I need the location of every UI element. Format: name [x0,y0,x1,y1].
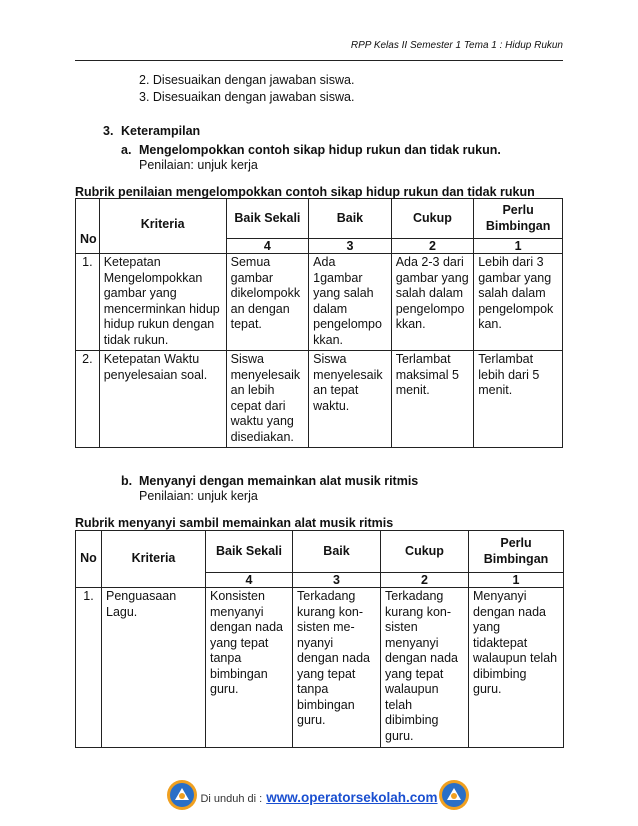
header-perlu-bimbingan: Perlu Bimbingan [474,199,563,239]
row-cell-cukup: Ada 2-3 dari gambar yang salah dalam pengelompo kkan. [391,254,474,351]
row-cell-baik: Terkadang kurang kon- sisten me- nyanyi dengan nada yang tepat tanpa bimbingan guru. [293,588,381,748]
rubric-table-b [75,530,564,748]
score-3: 3 [309,239,392,254]
row-criteria: Penguasaan Lagu. [102,588,206,748]
note-line-3: 3. Disesuaikan dengan jawaban siswa. [139,90,355,104]
part-b-label: b. [121,474,133,488]
row-cell-perlu-bimbingan: Terlambat lebih dari 5 menit. [474,351,563,448]
note-line-2: 2. Disesuaikan dengan jawaban siswa. [139,73,355,87]
row-cell-baik: Siswa menyelesaik an tepat waktu. [309,351,392,448]
score-1: 1 [474,239,563,254]
footer-link[interactable]: www.operatorsekolah.com [266,790,438,805]
header-perlu-bimbingan: Perlu Bimbingan [469,531,564,573]
row-cell-baik-sekali: Semua gambar dikelompokk an dengan tepat. [226,254,309,351]
header-baik: Baik [309,199,392,239]
footer-label: Di unduh di : [200,793,263,805]
section-title: Keterampilan [121,124,201,138]
page-header: RPP Kelas II Semester 1 Tema 1 : Hidup Rukun [350,40,563,51]
footer [0,790,638,805]
row-cell-perlu-bimbingan: Lebih dari 3 gambar yang salah dalam pengelompok kan. [474,254,563,351]
part-a-title: Mengelompokkan contoh sikap hidup rukun dan tidak rukun. [139,143,501,157]
row-cell-baik-sekali: Siswa menyelesaik an lebih cepat dari waktu yang disediakan. [226,351,309,448]
rubric-a-title: Rubrik penilaian mengelompokkan contoh sikap hidup rukun dan tidak rukun [75,185,535,199]
score-3: 3 [293,573,381,588]
row-number: 1. [76,588,102,748]
part-b-assessment: Penilaian: unjuk kerja [139,489,258,503]
score-4: 4 [226,239,309,254]
row-cell-cukup: Terkadang kurang kon- sisten menyanyi dengan nada yang tepat walaupun telah dibimbing guru. [381,588,469,748]
row-criteria: Ketepatan Waktu penyelesaian soal. [99,351,226,448]
header-cukup: Cukup [381,531,469,573]
row-number: 2. [76,351,100,448]
row-cell-baik-sekali: Konsisten menyanyi dengan nada yang tepat tanpa bimbingan guru. [206,588,293,748]
header-cukup: Cukup [391,199,474,239]
score-1: 1 [469,573,564,588]
row-number: 1. [76,254,100,351]
header-baik: Baik [293,531,381,573]
header-criteria: Kriteria [99,199,226,254]
part-a-label: a. [121,143,132,157]
row-criteria: Ketepatan Mengelompokkan gambar yang mencerminkan hidup hidup rukun dengan tidak rukun. [99,254,226,351]
rubric-b-title: Rubrik menyanyi sambil memainkan alat musik ritmis [75,516,394,530]
row-cell-perlu-bimbingan: Menyanyi dengan nada yang tidaktepat walaupun telah dibimbing guru. [469,588,564,748]
row-cell-cukup: Terlambat maksimal 5 menit. [391,351,474,448]
row-cell-baik: Ada 1gambar yang salah dalam pengelompo kkan. [309,254,392,351]
score-2: 2 [391,239,474,254]
score-4: 4 [206,573,293,588]
section-number: 3. [103,124,114,138]
header-baik-sekali: Baik Sekali [206,531,293,573]
header-no: No [76,531,102,588]
score-2: 2 [381,573,469,588]
header-no: No [76,199,100,254]
rubric-table-a [75,198,563,448]
header-baik-sekali: Baik Sekali [226,199,309,239]
part-a-assessment: Penilaian: unjuk kerja [139,158,258,172]
kemdikbud-logo-icon [437,778,471,812]
header-criteria: Kriteria [102,531,206,588]
header-divider [75,60,563,61]
part-b-title: Menyanyi dengan memainkan alat musik ritmis [139,474,419,488]
